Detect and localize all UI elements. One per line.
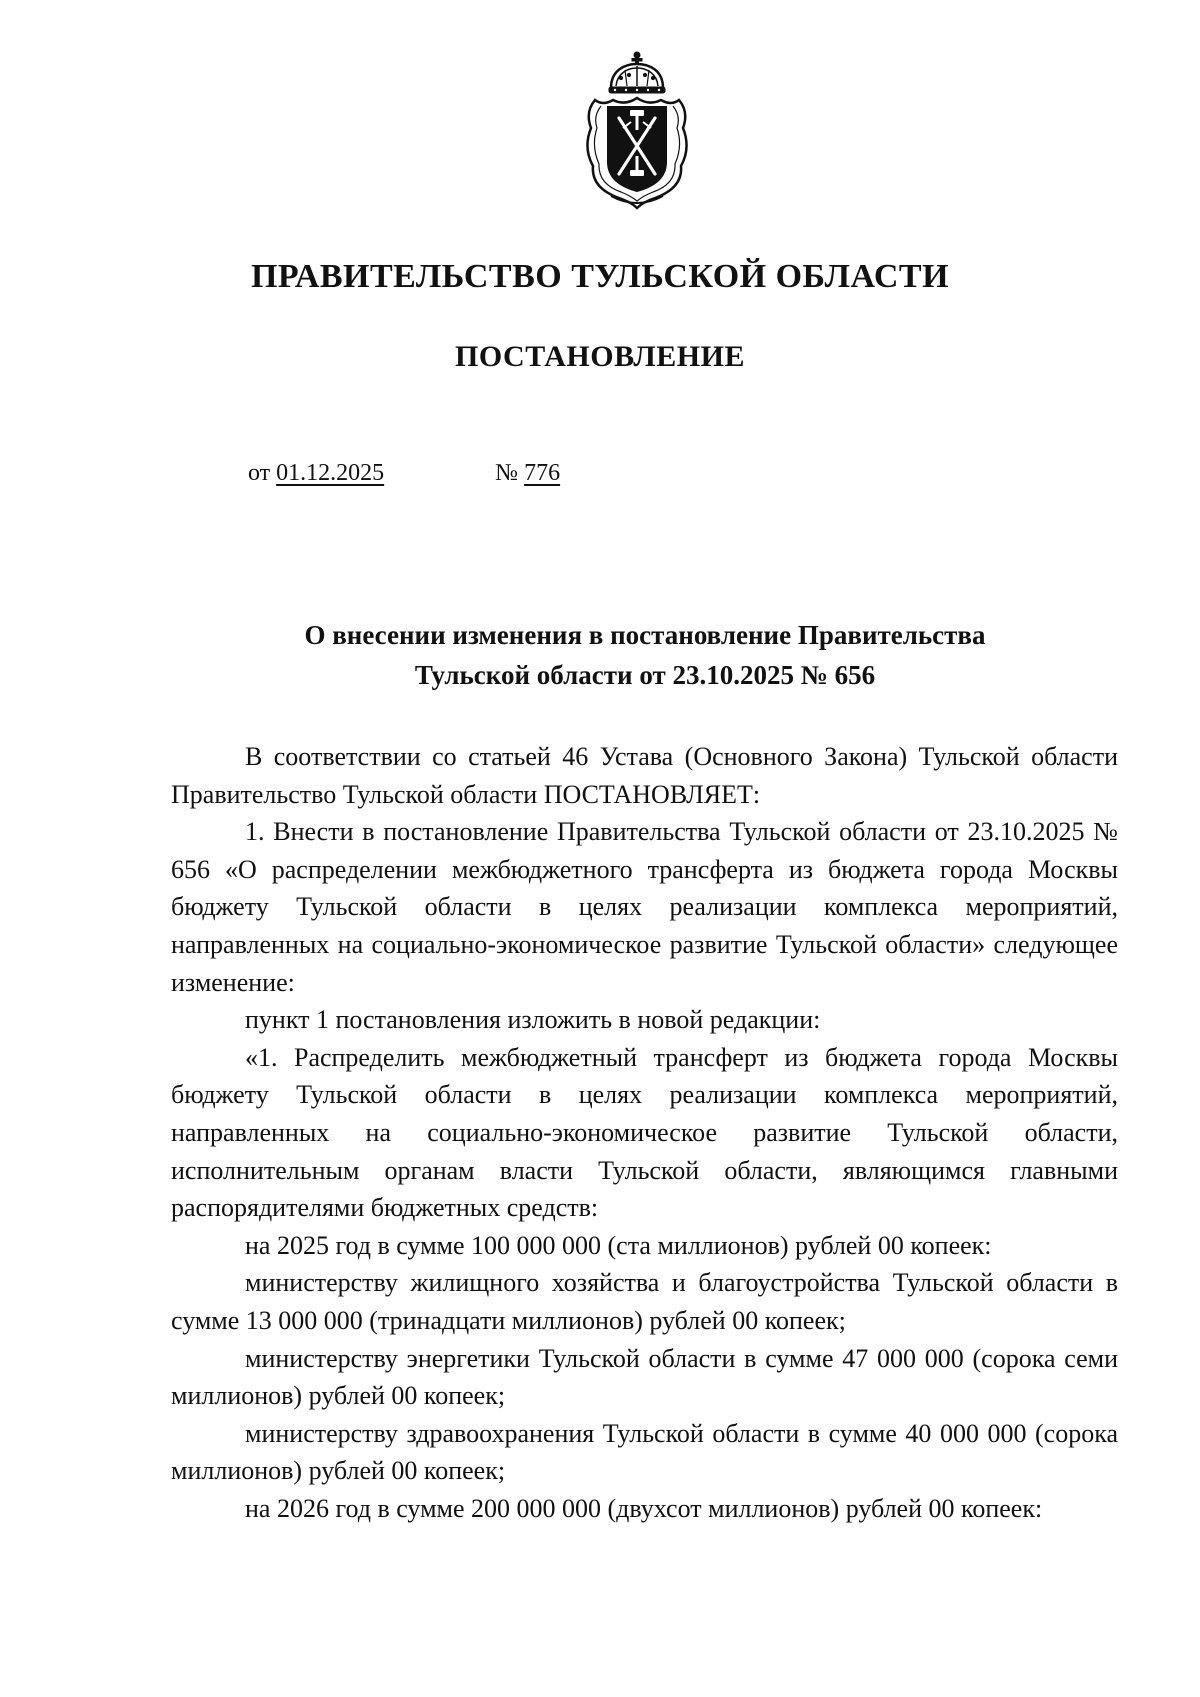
body-paragraph: на 2026 год в сумме 200 000 000 (двухсот миллионов) рублей 00 копеек:	[245, 1493, 1043, 1523]
organization-title: ПРАВИТЕЛЬСТВО ТУЛЬСКОЙ ОБЛАСТИ	[250, 258, 950, 295]
body-paragraph: 1. Внести в постановление Правительства Тульской области от 23.10.2025 № 656 «О распределении межбюджетного трансферта из бюджета города Москвы бюджету Тульской области в целях реализации комплекса мероприятий, направленных на социально-экономическое развитие Тульской области» следующее изменение:	[171, 817, 1118, 997]
date-prefix: от	[248, 460, 271, 486]
subject-line: О внесении изменения в постановление Правительства	[304, 620, 986, 650]
document-subject	[0, 615, 1200, 695]
document-date: 01.12.2025	[276, 460, 385, 486]
subject-line: Тульской области от 23.10.2025 № 656	[414, 660, 876, 690]
document-body	[171, 738, 1118, 1527]
body-paragraph: министерству здравоохранения Тульской области в сумме 40 000 000 (сорока миллионов) рублей 00 копеек;	[171, 1418, 1118, 1486]
number-prefix: №	[495, 460, 519, 486]
body-paragraph: «1. Распределить межбюджетный трансферт из бюджета города Москвы бюджету Тульской области в целях реализации комплекса мероприятий, направленных на социально-экономическое развитие Тульской области, исполнительным органам власти Тульской области, являющимся главными распорядителями бюджетных средств:	[171, 1042, 1118, 1223]
date-number-line	[248, 460, 560, 487]
body-paragraph: на 2025 год в сумме 100 000 000 (ста миллионов) рублей 00 копеек:	[245, 1230, 992, 1260]
body-paragraph: пункт 1 постановления изложить в новой редакции:	[245, 1005, 821, 1035]
document-type: ПОСТАНОВЛЕНИЕ	[455, 340, 745, 373]
body-paragraph: министерству жилищного хозяйства и благоустройства Тульской области в сумме 13 000 000 (тринадцати миллионов) рублей 00 копеек;	[171, 1268, 1118, 1335]
document-number: 776	[524, 460, 561, 486]
body-paragraph: В соответствии со статьей 46 Устава (Основного Закона) Тульской области Правительство Тульской области ПОСТАНОВЛЯЕТ:	[171, 742, 1118, 809]
body-paragraph: министерству энергетики Тульской области в сумме 47 000 000 (сорока семи миллионов) рублей 00 копеек;	[171, 1343, 1118, 1411]
tula-coat-of-arms-icon	[581, 50, 693, 210]
